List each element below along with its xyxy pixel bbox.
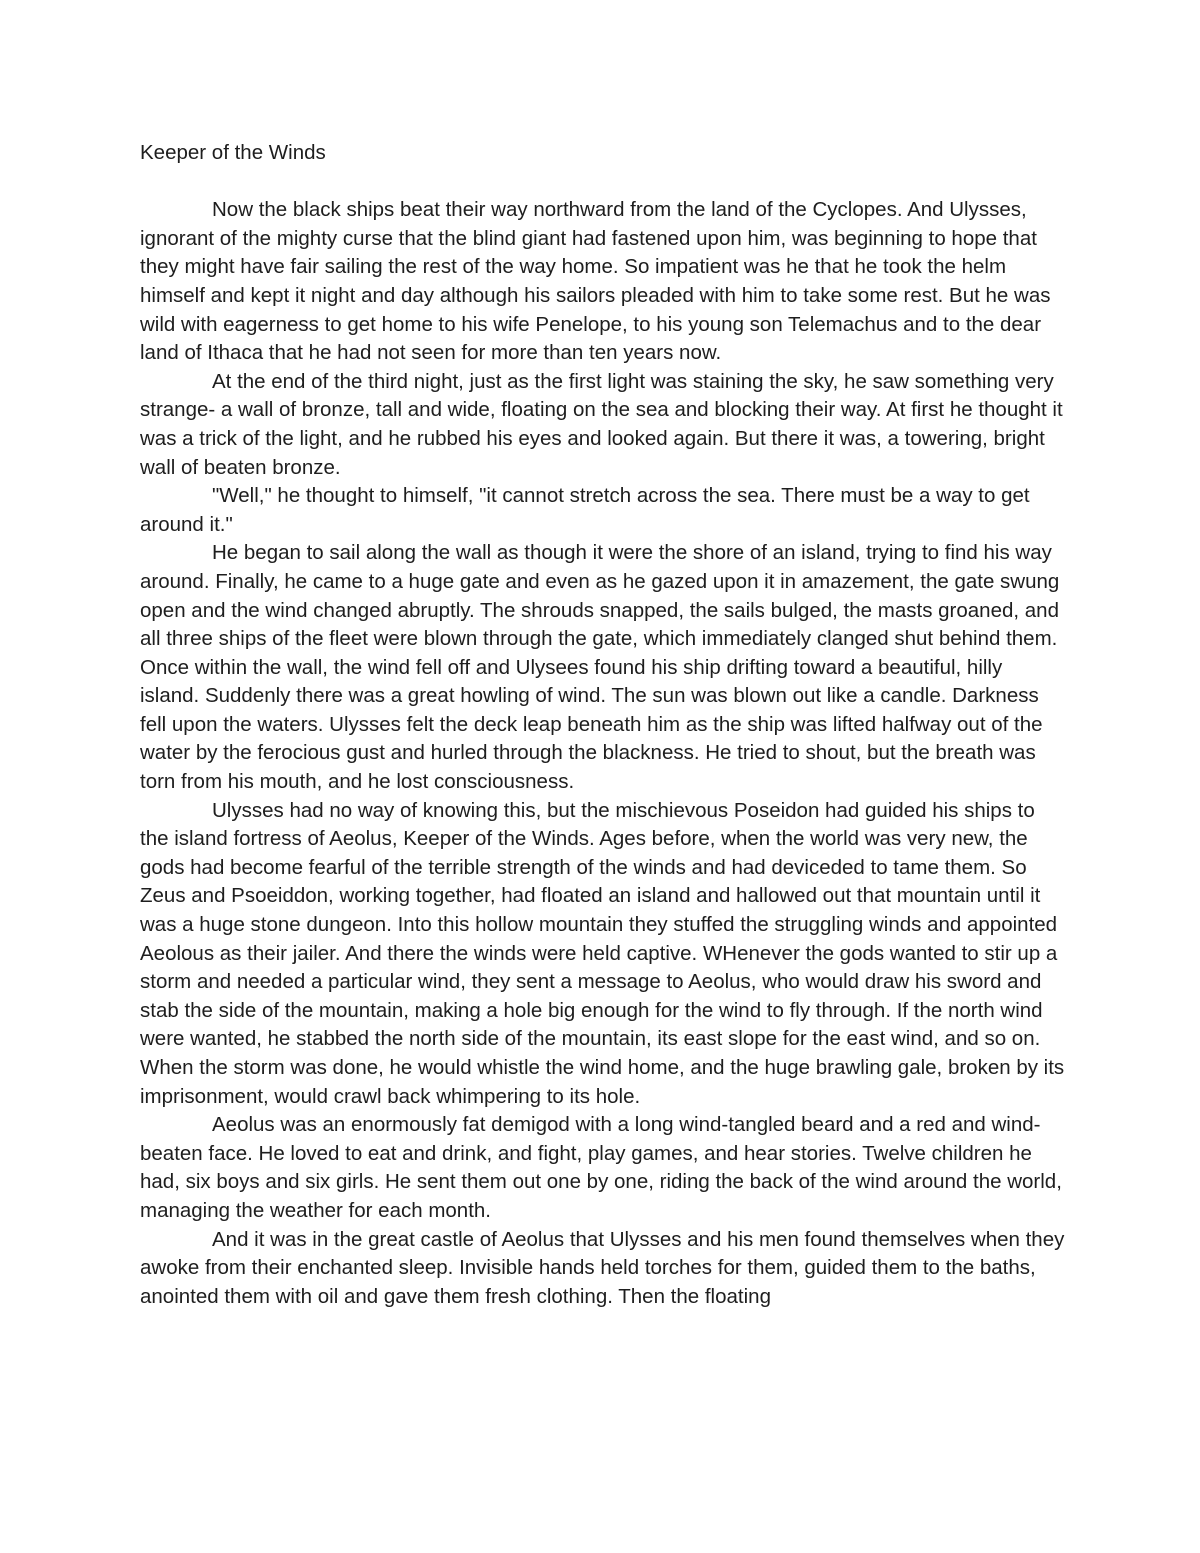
paragraph-5: Ulysses had no way of knowing this, but the mischievous Poseidon had guided his ships to the island fortress of Aeolus, Keeper of the Winds. Ages before, when the world was very new, the gods had become fearful of the terrible strength of the winds and had deviceded to tame them. So Zeus and Psoeiddon, working together, had floated an island and hallowed out that mountain until it was a huge stone dungeon. Into this hollow mountain they stuffed the struggling winds and appointed Aeolous as their jailer. And there the winds were held captive. WHenever the gods wanted to stir up a storm and needed a particular wind, they sent a message to Aeolus, who would draw his sword and stab the side of the mountain, making a hole big enough for the wind to fly through. If the north wind were wanted, he stabbed the north side of the mountain, its east slope for the east wind, and so on. When the storm was done, he would whistle the wind home, and the huge brawling gale, broken by its imprisonment, would crawl back whimpering to its hole. [140,798,1065,1108]
paragraph-1: Now the black ships beat their way northward from the land of the Cyclopes. And Ulysses, ignorant of the mighty curse that the blind giant had fastened upon him, was beginning to hope that they might have fair sailing the rest of the way home. So impatient was he that he took the helm himself and kept it night and day although his sailors pleaded with him to take some rest. But he was wild with eagerness to get home to his wife Penelope, to his young son Telemachus and to the dear land of Ithaca that he had not seen for more than ten years now. [140,198,1051,365]
paragraph-4: He began to sail along the wall as though it were the shore of an island, trying to find his way around. Finally, he came to a huge gate and even as he gazed upon it in amazement, the gate swung open and the wind changed abruptly. The shrouds snapped, the sails bulged, the masts groaned, and all three ships of the fleet were blown through the gate, which immediately clanged shut behind them. Once within the wall, the wind fell off and Ulysees found his ship drifting toward a beautiful, hilly island. Suddenly there was a great howling of wind. The sun was blown out like a candle. Darkness fell upon the waters. Ulysses felt the deck leap beneath him as the ship was lifted halfway out of the water by the ferocious gust and hurled through the blackness. He tried to shout, but the breath was torn from his mouth, and he lost consciousness. [140,541,1060,794]
document-body [140,139,1065,1311]
paragraph-7: And it was in the great castle of Aeolus that Ulysses and his men found themselves when they awoke from their enchanted sleep. Invisible hands held torches for them, guided them to the baths, anointed them with oil and gave them fresh clothing. Then the floating [140,1227,1065,1308]
document-title: Keeper of the Winds [140,141,326,164]
paragraph-3: "Well," he thought to himself, "it cannot stretch across the sea. There must be a way to get around it." [140,484,1030,536]
paragraph-2: At the end of the third night, just as the first light was staining the sky, he saw something very strange- a wall of bronze, tall and wide, floating on the sea and blocking their way. At first he thought it was a trick of the light, and he rubbed his eyes and looked again. But there it was, a towering, bright wall of beaten bronze. [140,369,1063,479]
paragraph-6: Aeolus was an enormously fat demigod with a long wind-tangled beard and a red and wind-beaten face. He loved to eat and drink, and fight, play games, and hear stories. Twelve children he had, six boys and six girls. He sent them out one by one, riding the back of the wind around the world, managing the weather for each month. [140,1113,1062,1222]
